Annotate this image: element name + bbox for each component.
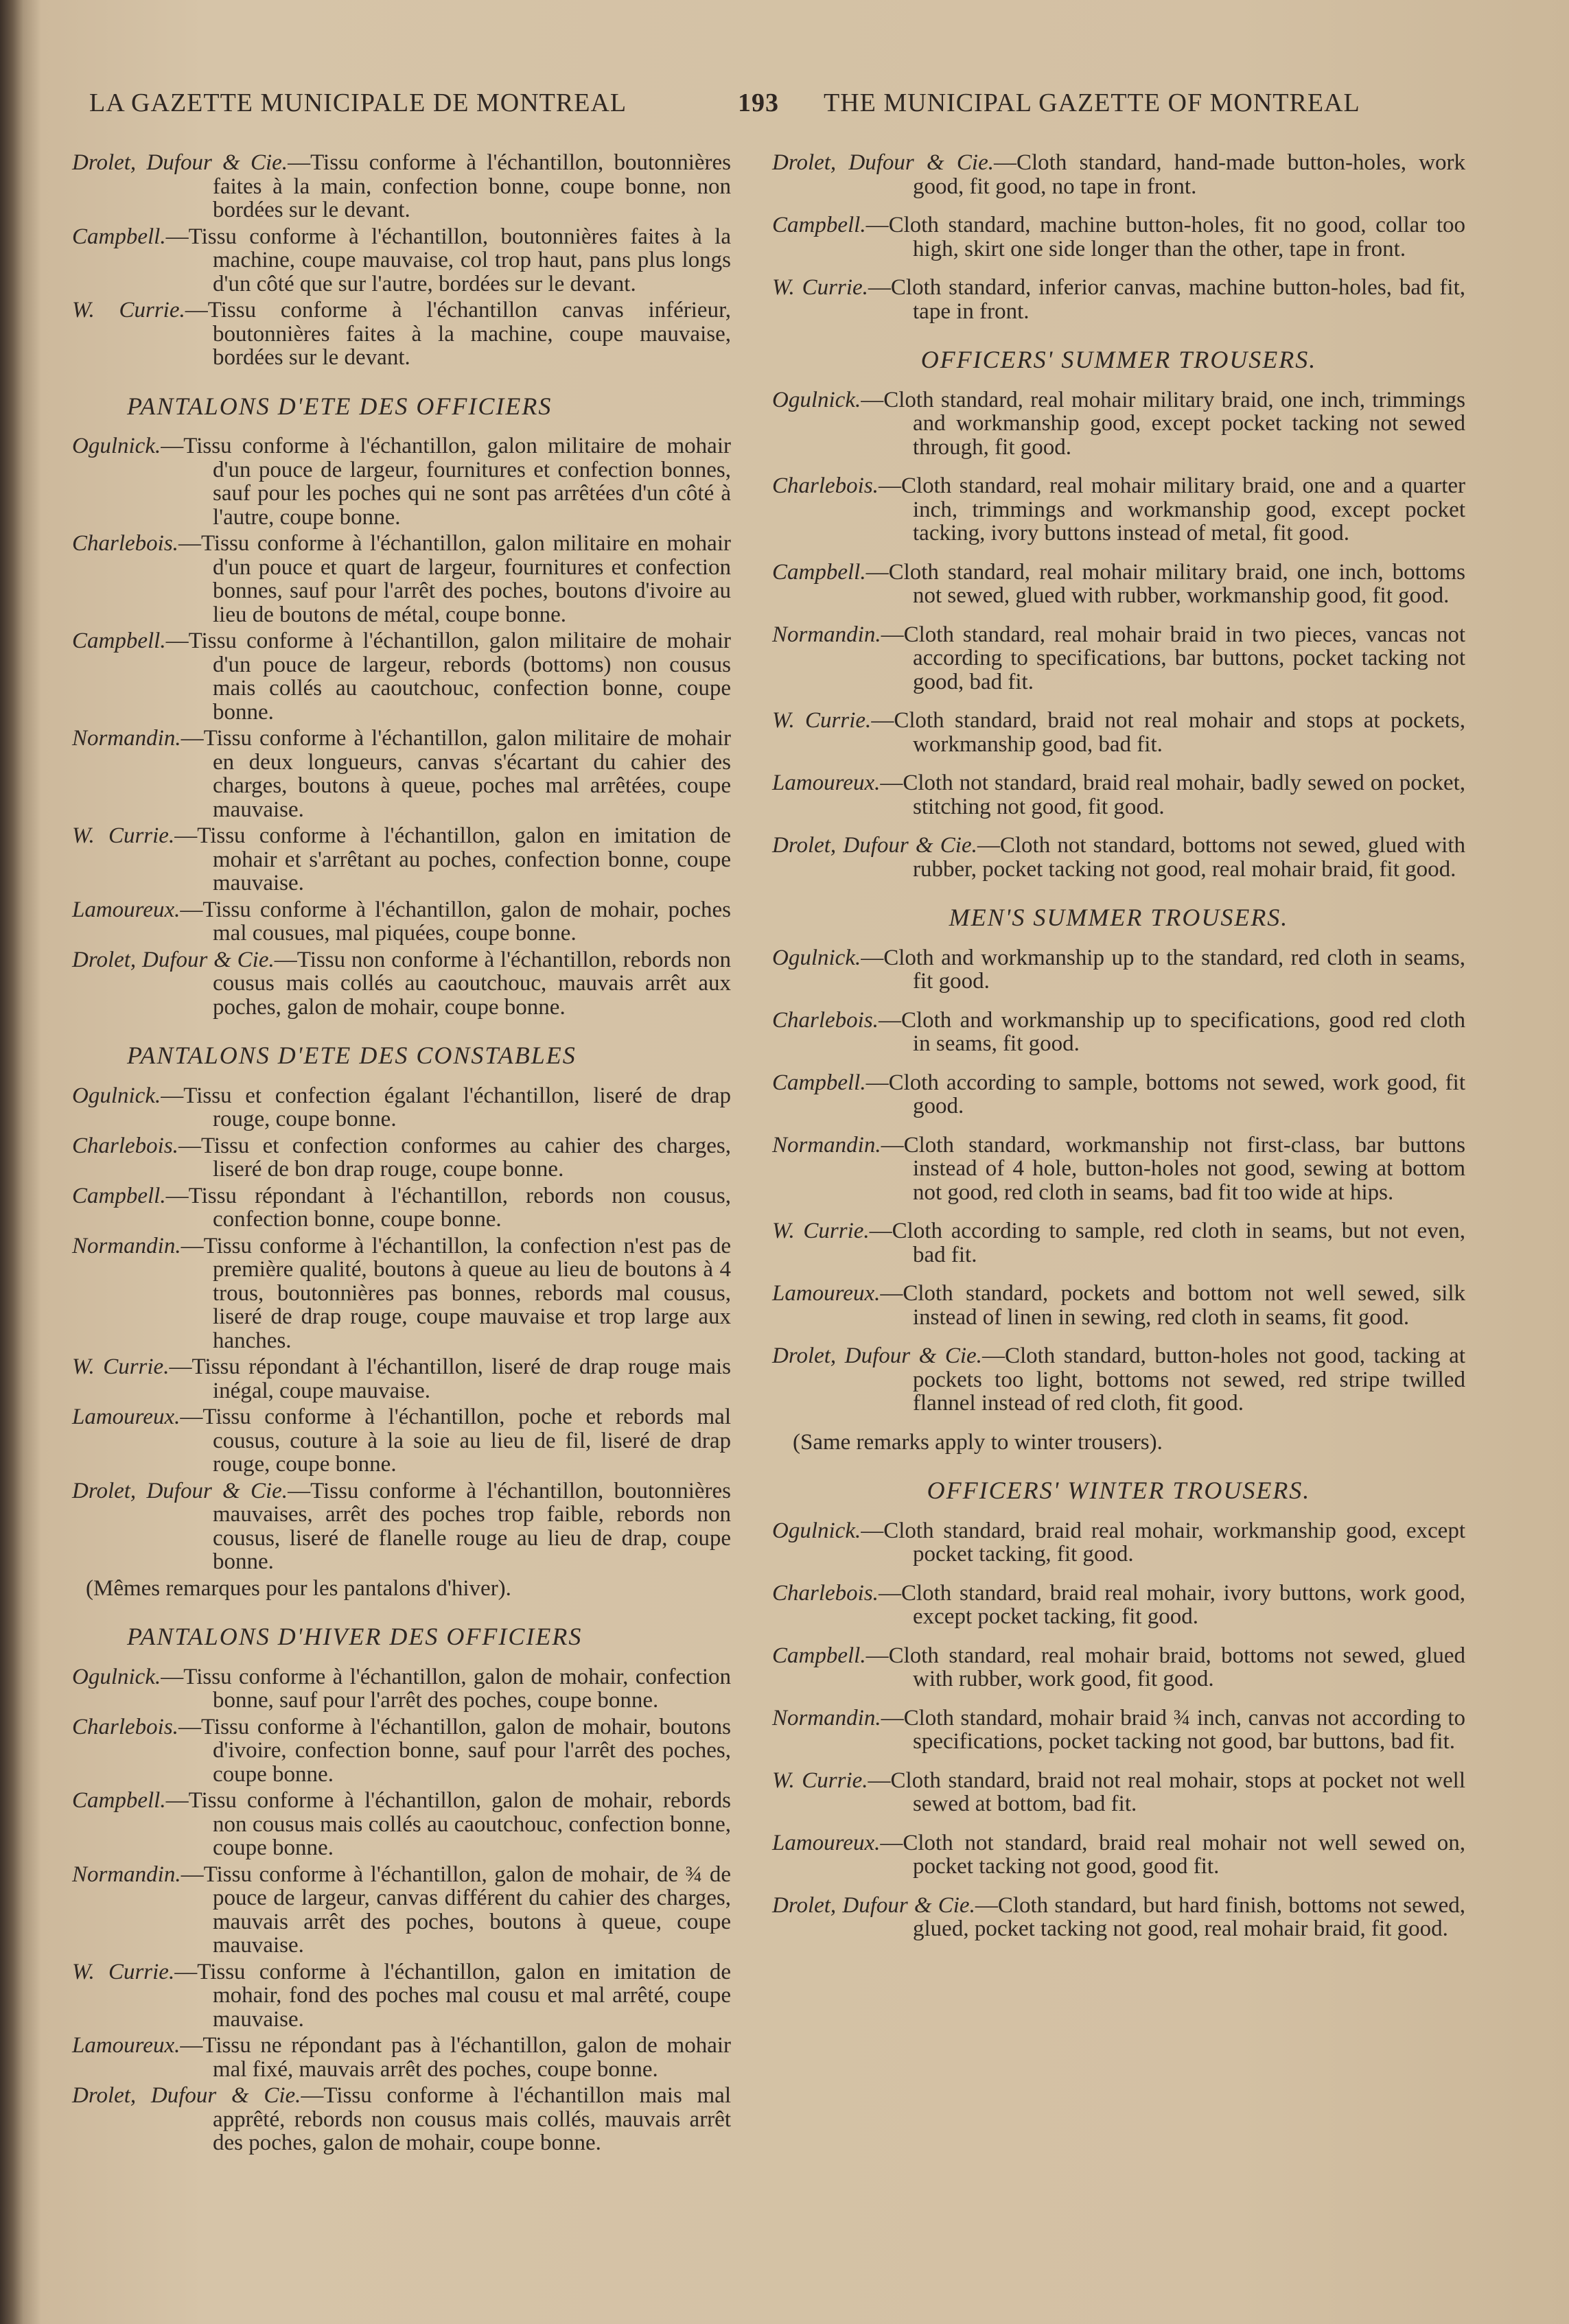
entry-firm-name: Lamoureux. [772, 771, 881, 795]
entry [772, 561, 1465, 608]
entry-firm-name: Normandin. [72, 1862, 181, 1887]
entry-firm-name: W. Currie. [772, 708, 872, 733]
section-note: (Same remarks apply to winter trousers). [793, 1429, 1163, 1455]
entry-firm-name: Ogulnick. [772, 1518, 861, 1543]
entry-text: —Cloth standard, mohair braid ¾ inch, canvas not according to specifications, pocket tacking not good, bar buttons, bad fit. [881, 1705, 1465, 1754]
entry-text: —Tissu conforme à l'échantillon, boutonnières mauvaises, arrêt des poches trop faible, rebords non cousus, liseré de flanelle rouge au lieu de drap, coupe bonne. [213, 1478, 731, 1574]
entry-text: —Tissu conforme à l'échantillon canvas inférieur, boutonnières faites à la machine, coupe mauvaise, bordées sur le devant. [185, 298, 731, 370]
entry-firm-name: Ogulnick. [72, 1083, 161, 1108]
entry [772, 1894, 1465, 1941]
entry-text: —Cloth standard, hand-made button-holes, work good, fit good, no tape in front. [913, 150, 1466, 199]
entry-firm-name: W. Currie. [72, 1354, 170, 1379]
entry [772, 1706, 1465, 1754]
entry-firm-name: Ogulnick. [72, 1664, 161, 1689]
entry [772, 1769, 1465, 1816]
entry [72, 824, 731, 895]
entry-text: —Tissu répondant à l'échantillon, rebords non cousus, confection bonne, coupe bonne. [165, 1183, 731, 1232]
french-column [72, 151, 731, 2158]
entry-text: —Tissu conforme à l'échantillon, galon de mohair, rebords non cousus mais collés au caoutchouc, confection bonne, coupe bonne. [165, 1788, 731, 1860]
entry [72, 727, 731, 821]
entry-text: —Tissu conforme à l'échantillon, galon militaire de mohair d'un pouce de largeur, rebords (bottoms) non cousus mais collés au caoutchouc, confection bonne, coupe bonne. [165, 629, 731, 725]
entry [72, 1789, 731, 1860]
entry-firm-name: Drolet, Dufour & Cie. [772, 150, 994, 175]
entry [72, 2084, 731, 2155]
entry-firm-name: Charlebois. [772, 1007, 879, 1033]
entry [772, 1519, 1465, 1566]
entry [72, 298, 731, 370]
entry-firm-name: Campbell. [72, 629, 166, 653]
entry-text: —Cloth standard, inferior canvas, machine button-holes, bad fit, tape in front. [868, 275, 1465, 324]
section-heading: PANTALONS D'ETE DES OFFICIERS [127, 392, 553, 420]
entry-firm-name: Normandin. [772, 1705, 881, 1730]
entry-firm-name: Normandin. [772, 622, 881, 647]
english-title: THE MUNICIPAL GAZETTE OF MONTREAL [824, 89, 1360, 117]
entry [772, 1344, 1465, 1416]
entry [72, 1184, 731, 1232]
entry [772, 709, 1465, 756]
entry [772, 623, 1465, 694]
entry [772, 1831, 1465, 1879]
entry-firm-name: Campbell. [772, 1070, 866, 1095]
entry-text: —Cloth standard, braid real mohair, ivory buttons, work good, except pocket tacking, fit good. [878, 1580, 1465, 1629]
entry [72, 1715, 731, 1787]
entry-firm-name: W. Currie. [772, 1219, 870, 1243]
entry-text: —Cloth standard, real mohair military braid, one inch, trimmings and workmanship good, except pocket tacking not sewed through, fit good. [861, 387, 1465, 460]
entry [72, 2034, 731, 2081]
entry-text: —Tissu conforme à l'échantillon, boutonnières faites à la machine, coupe mauvaise, col trop haut, pans plus longs d'un côté que sur l'autre, bordées sur le devant. [165, 224, 731, 296]
entry-text: —Cloth standard, real mohair braid in two pieces, vancas not according to specifications, bar buttons, pocket tacking not good, bad fit. [881, 622, 1465, 694]
entry-text: —Tissu conforme à l'échantillon, galon militaire de mohair en deux longueurs, canvas s'écartant du cahier des charges, boutons à queue, poches mal arrêtées, coupe mauvaise. [181, 726, 731, 822]
entry [72, 151, 731, 222]
entry [772, 1282, 1465, 1329]
entry-firm-name: W. Currie. [72, 1959, 175, 1984]
entry [72, 898, 731, 946]
entry [772, 1582, 1465, 1629]
entry-firm-name: Lamoureux. [72, 2033, 181, 2058]
section-note: (Mêmes remarques pour les pantalons d'hiver). [86, 1575, 511, 1601]
entry-text: —Tissu conforme à l'échantillon mais mal apprêté, rebords non cousus mais collés, mauvais arrêt des poches, galon de mohair, coupe bonne. [213, 2083, 731, 2155]
entry-firm-name: W. Currie. [72, 298, 185, 322]
entry-text: —Tissu conforme à l'échantillon, la confection n'est pas de première qualité, boutons à queue au lieu de boutons à 4 trous, boutonnières pas bonnes, rebords mal cousus, liseré de drap rouge, coupe mauvaise et trop large aux hanches. [181, 1233, 731, 1353]
entry-text: —Tissu ne répondant pas à l'échantillon, galon de mohair mal fixé, mauvais arrêt des poches, coupe bonne. [180, 2033, 731, 2082]
french-title: LA GAZETTE MUNICIPALE DE MONTREAL [89, 89, 627, 117]
entry-firm-name: Campbell. [772, 213, 866, 237]
entry-firm-name: Normandin. [72, 726, 181, 751]
entry-text: —Cloth standard, machine button-holes, fit no good, collar too high, skirt one side longer than the other, tape in front. [865, 213, 1465, 261]
entry [72, 1863, 731, 1958]
entry-text: —Tissu et confection égalant l'échantillon, liseré de drap rouge, coupe bonne. [161, 1083, 731, 1131]
entry-text: —Cloth and workmanship up to specifications, good red cloth in seams, fit good. [878, 1007, 1465, 1056]
entry-firm-name: Drolet, Dufour & Cie. [72, 2083, 301, 2108]
entry-firm-name: Campbell. [72, 224, 166, 249]
section-heading: PANTALONS D'HIVER DES OFFICIERS [127, 1623, 583, 1650]
entry-text: —Cloth standard, button-holes not good, tacking at pockets too light, bottoms not sewed, red stripe twilled flannel instead of red cloth, fit good. [913, 1343, 1465, 1416]
entry [772, 946, 1465, 994]
entry-firm-name: Charlebois. [772, 473, 879, 498]
entry [772, 834, 1465, 881]
entry [772, 213, 1465, 261]
entry-firm-name: Charlebois. [72, 1714, 178, 1739]
entry-text: —Cloth standard, real mohair military braid, one inch, bottoms not sewed, glued with rubber, workmanship good, fit good. [865, 559, 1465, 608]
entry-firm-name: W. Currie. [772, 275, 868, 300]
section-heading: MEN'S SUMMER TROUSERS. [949, 904, 1289, 931]
entry-text: —Cloth standard, real mohair braid, bottoms not sewed, glued with rubber, work good, fit good. [865, 1643, 1465, 1691]
entry-text: —Cloth standard, braid not real mohair and stops at pockets, workmanship good, bad fit. [871, 708, 1465, 757]
entry-text: —Cloth not standard, braid real mohair not well sewed on, pocket tacking not good, good fit. [880, 1830, 1465, 1879]
entry-firm-name: Lamoureux. [72, 1405, 181, 1429]
entry-firm-name: Charlebois. [72, 1133, 178, 1158]
english-column [772, 151, 1465, 1956]
entry-text: —Tissu répondant à l'échantillon, liseré de drap rouge mais inégal, coupe mauvaise. [169, 1354, 731, 1403]
entry [772, 1071, 1465, 1118]
page-header [89, 88, 1432, 129]
entry [72, 1234, 731, 1353]
entry-text: —Tissu conforme à l'échantillon, boutonnières faites à la main, confection bonne, coupe bonne, non bordées sur le devant. [213, 150, 731, 222]
entry-firm-name: Drolet, Dufour & Cie. [772, 1343, 982, 1368]
entry-text: —Cloth standard, pockets and bottom not well sewed, silk instead of linen in sewing, red cloth in seams, fit good. [880, 1281, 1465, 1330]
entry-text: —Tissu conforme à l'échantillon, galon de mohair, poches mal cousues, mal piquées, coupe bonne. [180, 897, 731, 946]
entry-firm-name: Ogulnick. [772, 387, 861, 412]
entry-text: —Tissu conforme à l'échantillon, galon en imitation de mohair et s'arrêtant au poches, confection bonne, coupe mauvaise. [174, 823, 731, 895]
entry-firm-name: Drolet, Dufour & Cie. [72, 947, 275, 972]
entry [772, 388, 1465, 460]
entry-firm-name: Ogulnick. [772, 945, 861, 970]
entry [772, 276, 1465, 323]
entry-text: —Tissu conforme à l'échantillon, galon en imitation de mohair, fond des poches mal cousu et mal arrêté, coupe mauvaise. [174, 1959, 731, 2032]
entry [72, 1479, 731, 1574]
entry [72, 1405, 731, 1477]
entry-text: —Tissu et confection conformes au cahier des charges, liseré de bon drap rouge, coupe bonne. [178, 1133, 731, 1182]
entry-text: —Cloth not standard, bottoms not sewed, glued with rubber, pocket tacking not good, real mohair braid, fit good. [913, 833, 1465, 882]
entry-text: —Tissu conforme à l'échantillon, galon de mohair, de ¾ de pouce de largeur, canvas différent du cahier des charges, mauvais arrêt des poches, boutons à queue, coupe mauvaise. [181, 1862, 731, 1958]
entry-text: —Cloth not standard, braid real mohair, badly sewed on pocket, stitching not good, fit good. [880, 771, 1465, 819]
entry-text: —Cloth standard, real mohair military braid, one and a quarter inch, trimmings and workmanship good, except pocket tacking, ivory buttons instead of metal, fit good. [878, 473, 1465, 545]
entry-firm-name: Normandin. [72, 1233, 181, 1258]
section-heading: OFFICERS' SUMMER TROUSERS. [920, 346, 1317, 373]
entry [72, 948, 731, 1020]
section-heading: OFFICERS' WINTER TROUSERS. [927, 1477, 1311, 1504]
entry-text: —Cloth standard, braid real mohair, workmanship good, except pocket tacking, fit good. [861, 1518, 1465, 1566]
entry-firm-name: Drolet, Dufour & Cie. [772, 1892, 975, 1918]
entry-firm-name: W. Currie. [772, 1768, 868, 1793]
entry-text: —Tissu conforme à l'échantillon, galon de mohair, boutons d'ivoire, confection bonne, sauf pour l'arrêt des poches, coupe bonne. [178, 1714, 731, 1787]
entry-firm-name: W. Currie. [72, 823, 175, 848]
entry-firm-name: Drolet, Dufour & Cie. [72, 150, 288, 175]
entry [772, 474, 1465, 545]
entry-firm-name: Campbell. [72, 1788, 166, 1813]
entry-text: —Cloth according to sample, red cloth in seams, but not even, bad fit. [869, 1219, 1465, 1267]
entry [772, 771, 1465, 819]
entry [772, 1219, 1465, 1267]
entry [72, 629, 731, 724]
entry [772, 1644, 1465, 1691]
entry [72, 1084, 731, 1131]
entry [72, 434, 731, 529]
entry-text: —Cloth standard, braid not real mohair, stops at pocket not well sewed at bottom, bad fit. [868, 1768, 1465, 1816]
entry [772, 1134, 1465, 1205]
entry-firm-name: Normandin. [772, 1132, 881, 1158]
entry-text: —Cloth according to sample, bottoms not sewed, work good, fit good. [865, 1070, 1465, 1118]
entry-text: —Tissu conforme à l'échantillon, galon militaire de mohair d'un pouce de largeur, fournitures et confection bonnes, sauf pour les poches qui ne sont pas arrêtées d'un côté à l'autre, coupe bonne. [161, 434, 731, 530]
entry [772, 151, 1465, 198]
entry-firm-name: Campbell. [772, 1643, 866, 1668]
entry-firm-name: Lamoureux. [72, 897, 181, 922]
entry-text: —Tissu conforme à l'échantillon, galon militaire en mohair d'un pouce et quart de largeur, fournitures et confection bonnes, sauf pour l'arrêt des poches, boutons d'ivoire au lieu de boutons de métal, coupe bonne. [178, 531, 731, 627]
entry [772, 1009, 1465, 1056]
entry [72, 1355, 731, 1402]
entry-firm-name: Lamoureux. [772, 1830, 881, 1855]
entry-firm-name: Charlebois. [72, 531, 178, 556]
entry-firm-name: Campbell. [72, 1183, 166, 1208]
entry-firm-name: Charlebois. [772, 1580, 879, 1606]
entry-firm-name: Drolet, Dufour & Cie. [72, 1478, 288, 1503]
entry-firm-name: Drolet, Dufour & Cie. [772, 833, 977, 858]
section-heading: PANTALONS D'ETE DES CONSTABLES [127, 1042, 577, 1069]
entry-text: —Tissu conforme à l'échantillon, galon de mohair, confection bonne, sauf pour l'arrêt des poches, coupe bonne. [161, 1664, 731, 1713]
entry-firm-name: Campbell. [772, 559, 866, 585]
entry [72, 1960, 731, 2032]
entry [72, 225, 731, 296]
entry-text: —Tissu conforme à l'échantillon, poche et rebords mal cousus, couture à la soie au lieu de fil, liseré de drap rouge, coupe bonne. [180, 1405, 731, 1477]
entry-firm-name: Lamoureux. [772, 1281, 881, 1306]
page-number: 193 [738, 89, 779, 117]
entry-text: —Cloth standard, but hard finish, bottoms not sewed, glued, pocket tacking not good, real mohair braid, fit good. [913, 1892, 1465, 1941]
entry [72, 1134, 731, 1182]
entry-text: —Cloth standard, workmanship not first-class, bar buttons instead of 4 hole, button-holes not good, sewing at bottom not good, red cloth in seams, bad fit too wide at hips. [881, 1132, 1465, 1205]
entry [72, 532, 731, 626]
entry-text: —Cloth and workmanship up to the standard, red cloth in seams, fit good. [861, 945, 1465, 994]
entry-text: —Tissu non conforme à l'échantillon, rebords non cousus mais collés au caoutchouc, mauvais arrêt aux poches, galon de mohair, coupe bonne. [213, 947, 731, 1020]
entry-firm-name: Ogulnick. [72, 434, 161, 458]
entry [72, 1665, 731, 1713]
